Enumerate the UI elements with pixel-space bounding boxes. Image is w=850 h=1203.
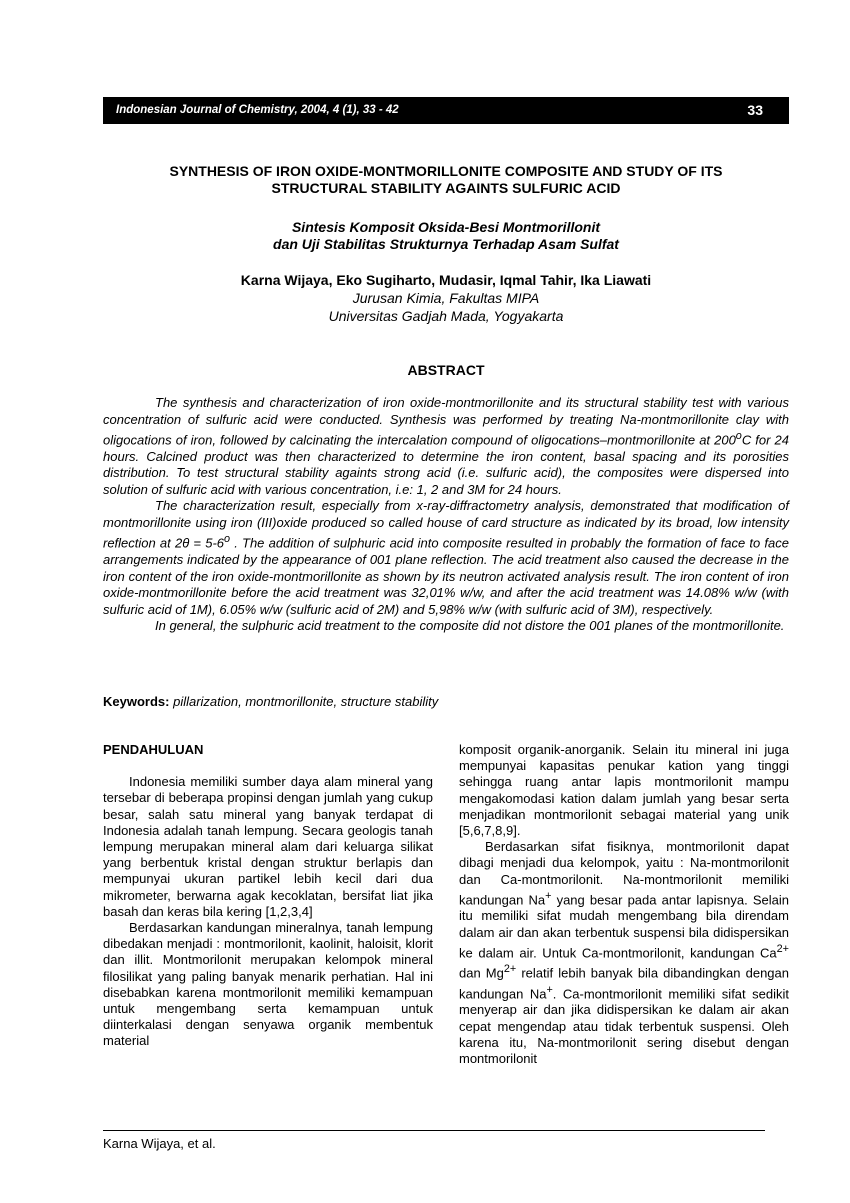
page-number: 33 (747, 102, 763, 118)
body-column-left (103, 742, 433, 1050)
abstract-p1-text-a: The synthesis and characterization of iron oxide-montmorillonite and its structural stability test with various concentration of sulfuric acid were conducted. Synthesis was performed by treating Na-montmorillonite clay with oligocations of iron, followed by calcinating the intercalation compound of oligocations–montmorillonite at 200 (103, 395, 789, 448)
keywords (103, 694, 438, 709)
section-heading: PENDAHULUAN (103, 742, 204, 757)
affiliation (103, 289, 789, 325)
abstract-body (103, 395, 789, 635)
title-line-1: SYNTHESIS OF IRON OXIDE-MONTMORILLONITE COMPOSITE AND STUDY OF ITS (169, 163, 723, 179)
body-column-right (459, 742, 789, 1067)
degree-superscript: o (735, 430, 742, 442)
abstract-p2-text-a: The characterization result, especially from x-ray-diffractometry analysis, demonstrated that modification of montmorillonite using iron (III)oxide produced so called house of card structure as indicated by its broad, low intensity reflection at 2θ = 5-6 (103, 498, 789, 551)
keywords-text: pillarization, montmorillonite, structure stability (173, 694, 439, 709)
abstract-heading: ABSTRACT (407, 362, 485, 378)
affiliation-line-2: Universitas Gadjah Mada, Yogyakarta (328, 308, 564, 324)
abstract-paragraph-3: In general, the sulphuric acid treatment to the composite did not distore the 001 planes of the montmorillonite. (155, 618, 785, 634)
charge-superscript: + (545, 889, 552, 902)
body-text: Berdasarkan sifat fisiknya, montmorilonit dapat dibagi menjadi dua kelompok, yaitu : Na-montmorilonit dan Ca-montmorilonit. Na-montmorilonit memiliki kandungan Na (459, 839, 789, 908)
subtitle-line-2: dan Uji Stabilitas Strukturnya Terhadap Asam Sulfat (273, 236, 619, 252)
abstract-paragraph-1 (103, 395, 789, 498)
footer-divider (103, 1130, 765, 1131)
degree-superscript: o (224, 533, 231, 546)
paper-subtitle (103, 219, 789, 253)
body-paragraph: komposit organik-anorganik. Selain itu mineral ini juga mempunyai kapasitas penukar kation yang tinggi sehingga ruang antar lapis montmorilonit mampu mengakomodasi kation dalam jumlah yang besar serta menjadikan montmorilonit sebagai material yang unik [5,6,7,8,9]. (459, 742, 789, 839)
body-paragraph (459, 839, 789, 1067)
paper-title (103, 163, 789, 197)
subtitle-line-1: Sintesis Komposit Oksida-Besi Montmorillonit (291, 219, 601, 235)
keywords-label: Keywords: (103, 694, 170, 709)
body-paragraph: Berdasarkan kandungan mineralnya, tanah lempung dibedakan menjadi : montmorilonit, kaolinit, haloisit, klorit dan illit. Montmorilonit merupakan kelompok mineral filosilikat yang paling banyak menarik perhatian. Hal ini disebabkan karena montmorilonit memiliki kemampuan untuk mengembang serta kemampuan untuk diinterkalasi dengan senyawa organik membentuk material (103, 920, 433, 1049)
journal-header-bar (103, 97, 789, 124)
affiliation-line-1: Jurusan Kimia, Fakultas MIPA (352, 290, 540, 306)
charge-superscript: 2+ (776, 942, 789, 955)
body-text: dan Mg (459, 965, 504, 981)
footer-author: Karna Wijaya, et al. (103, 1136, 216, 1151)
abstract-paragraph-2 (103, 498, 789, 618)
charge-superscript: 2+ (503, 963, 517, 976)
charge-superscript: + (546, 983, 553, 996)
body-text: . Ca-montmorilonit memiliki sifat sedikit menyerap air dan jika didispersikan ke dalam air akan cepat mengendap atau tidak terbentuk suspensi. Oleh karena itu, Na-montmorilonit sering disebut dengan montmorilonit (459, 986, 789, 1066)
body-text: relatif lebih banyak bila dibandingkan dengan kandungan Na (459, 965, 789, 1002)
abstract-p1-text-b: C for 24 hours. Calcined product was then characterized to determine the iron content, basal spacing and its porosities distribution. To test structural stability againts strong acid (i.e. sulfuric acid), the composites were dispersed into solution of sulfuric acid with various concentration, i.e: 1, 2 and 3M for 24 hours. (103, 432, 789, 497)
abstract-p2-text-b: . The addition of sulphuric acid into composite resulted in probably the formation of face to face arrangements indicated by the appearance of 001 plane reflection. The acid treatment also caused the decrease in the iron content of the iron oxide-montmorillonite as shown by its neutron activated analysis result. The iron content of iron oxide-montmorillonite before the acid treatment was 32,01% w/w, and after the acid treatment was 14.08% w/w (with sulfuric acid of 1M), 6.05% w/w (sulfuric acid of 2M) and 5,98% w/w (with sulfuric acid of 3M), respectively. (103, 535, 789, 617)
body-paragraph: Indonesia memiliki sumber daya alam mineral yang tersebar di beberapa propinsi dengan jumlah yang cukup besar, salah satu mineral yang banyak terdapat di Indonesia adalah tanah lempung. Secara geologis tanah lempung merupakan mineral alam dari keluarga silikat yang berbentuk kristal dengan struktur berlapis dan mempunyai ukuran partikel lebih kecil dari dua mikrometer, berwarna agak kecoklatan, bersifat liat jika basah dan keras bila kering [1,2,3,4] (103, 774, 433, 919)
body-text: yang besar pada antar lapisnya. Selain itu memiliki sifat mudah mengembang bila direndam dalam air dan akan terbentuk suspensi bila didispersikan ke dalam air. Untuk Ca-montmorilonit, kandungan Ca (459, 892, 789, 961)
title-line-2: STRUCTURAL STABILITY AGAINTS SULFURIC ACID (271, 180, 621, 196)
journal-citation: Indonesian Journal of Chemistry, 2004, 4 (1), 33 - 42 (116, 104, 399, 116)
author-list: Karna Wijaya, Eko Sugiharto, Mudasir, Iqmal Tahir, Ika Liawati (240, 272, 652, 288)
